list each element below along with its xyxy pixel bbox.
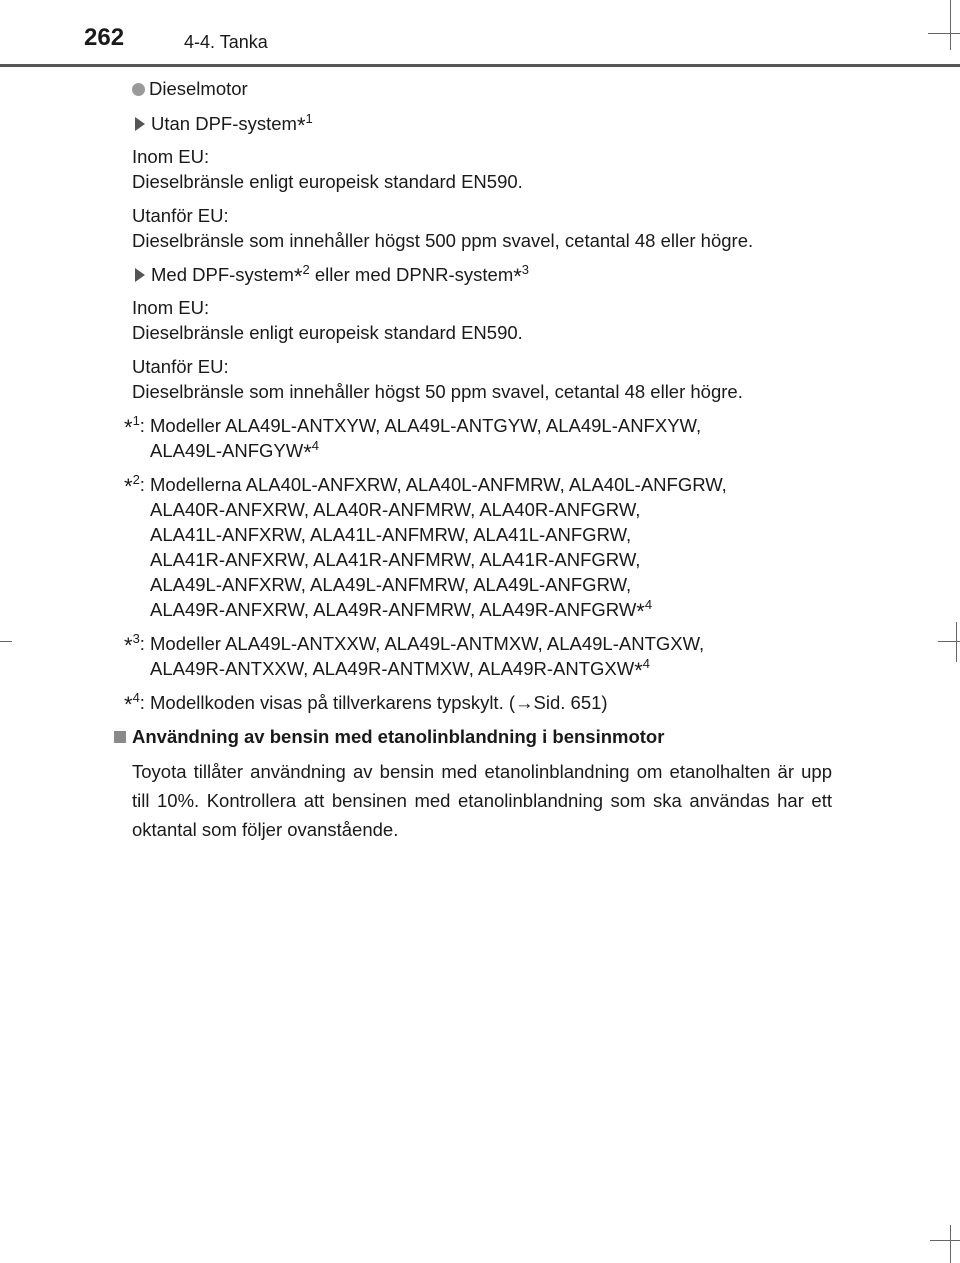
asterisk-mark: *	[513, 264, 522, 289]
footnote-1: *$^1$: Modeller ALA49L-ANTXYW, ALA49L-ANTGYW, ALA49L-ANFXYW, ALA49L-ANFGYW*$^4$	[124, 413, 702, 465]
page-content	[124, 76, 832, 844]
crop-mark	[0, 641, 12, 642]
header-divider	[0, 64, 960, 67]
page-number: 262	[84, 24, 125, 51]
no-dpf-eu: Inom EU: Dieselbränsle enligt europeisk standard EN590.	[132, 146, 523, 192]
no-dpf-heading: Utan DPF-system*$^1$	[132, 111, 832, 136]
crop-mark	[956, 622, 957, 662]
asterisk-mark: *	[124, 415, 133, 440]
arrow-right-icon: →	[515, 692, 534, 713]
with-dpf-eu: Inom EU: Dieselbränsle enligt europeisk standard EN590.	[132, 297, 523, 343]
asterisk-mark: *	[124, 692, 133, 717]
crop-mark	[930, 1240, 960, 1241]
square-bullet-icon	[114, 731, 126, 743]
footnote-4: *$^4$: Modellkoden visas på tillverkarens typskylt. (→Sid. 651)	[124, 690, 608, 717]
with-dpf-heading: Med DPF-system*$^2$ eller med DPNR-system*$^3$	[132, 262, 832, 287]
section-title: 4-4. Tanka	[184, 32, 268, 52]
diesel-heading: Dieselmotor	[132, 76, 832, 101]
ethanol-paragraph: Toyota tillåter användning av bensin med etanolinblandning om etanolhalten är upp till 10%. Kontrollera att bensinen med etanolinblandning som ska användas har ett oktantal som följer ovanstående.	[132, 761, 832, 840]
asterisk-mark: *	[296, 113, 306, 138]
footnote-ref: 1	[305, 111, 313, 126]
footnote-ref: 2	[302, 262, 310, 277]
footnote-ref: 3	[521, 262, 530, 277]
no-dpf-non-eu: Utanför EU: Dieselbränsle som innehåller högst 500 ppm svavel, cetantal 48 eller högre.	[132, 205, 754, 251]
crop-mark	[928, 33, 960, 34]
asterisk-mark: *	[293, 264, 303, 289]
footnote-3: *$^3$: Modeller ALA49L-ANTXXW, ALA49L-ANTMXW, ALA49L-ANTGXW, ALA49R-ANTXXW, ALA49R-ANTMXW, ALA49R-ANTGXW*$^4$	[124, 631, 705, 683]
asterisk-mark: *	[634, 658, 643, 683]
asterisk-mark: *	[636, 599, 645, 624]
with-dpf-non-eu: Utanför EU: Dieselbränsle som innehåller högst 50 ppm svavel, cetantal 48 eller högre.	[132, 356, 743, 402]
circle-bullet-icon	[132, 83, 145, 96]
crop-mark	[950, 1225, 951, 1263]
crop-mark	[938, 641, 960, 642]
footnote-2: *$^2$: Modellerna ALA40L-ANFXRW, ALA40L-ANFMRW, ALA40L-ANFGRW, ALA40R-ANFXRW, ALA40R-ANFMRW, ALA40R-ANFGRW, ALA41L-ANFXRW, ALA41L-ANFMRW, ALA41L-ANFGRW, ALA41R-ANFXRW, ALA41R-ANFMRW, ALA41R-ANFGRW, ALA49L-ANFXRW, ALA49L-ANFMRW, ALA49L-ANFGRW, ALA49R-ANFXRW, ALA49R-ANFMRW, ALA49R-ANFGRW*$^4$	[124, 472, 727, 624]
triangle-bullet-icon	[135, 268, 145, 282]
page-reference-link[interactable]: Sid. 651	[533, 692, 602, 713]
crop-mark	[950, 0, 951, 50]
asterisk-mark: *	[124, 633, 133, 658]
asterisk-mark: *	[124, 474, 133, 499]
asterisk-mark: *	[303, 440, 312, 465]
ethanol-heading: Användning av bensin med etanolinblandning i bensinmotor	[114, 724, 832, 749]
triangle-bullet-icon	[135, 117, 145, 131]
